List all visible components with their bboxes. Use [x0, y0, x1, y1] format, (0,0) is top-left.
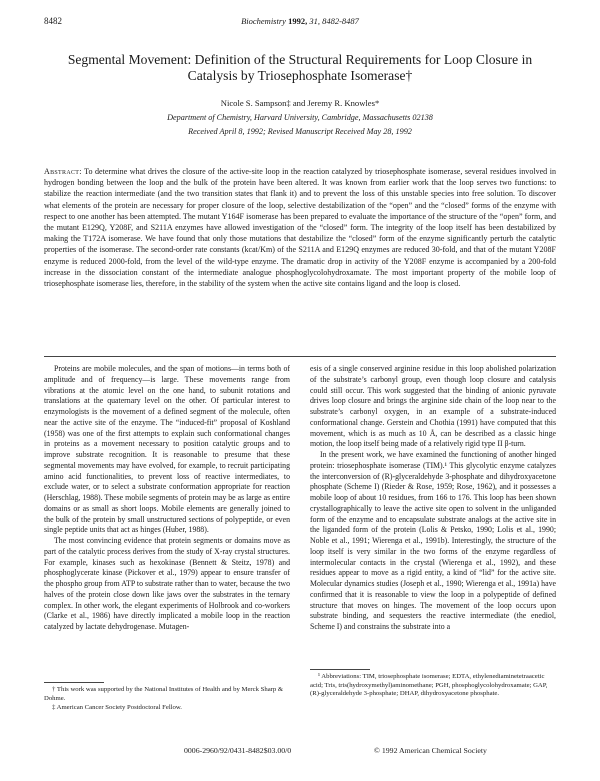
running-head-journal: Biochemistry: [241, 16, 286, 26]
received-dates: Received April 8, 1992; Revised Manuscript Received May 28, 1992: [188, 127, 412, 136]
body-paragraph: esis of a single conserved arginine residue in this loop abolished polarization of the substrate’s carbonyl group, even though loop closure and catalysis could still occur. This work suggested that the binding of anionic pyruvate drives loop closure and brings the arginine side chain of the loop near to the substrate’s carbonyl oxygen, in an example of a substrate-induced conformational change. Gerstein and Chothia (1991) have computed that this movement, which is as much as 10 Å, can be described as a classic hinge motion, the loop itself being made of a relatively rigid type II β-turn.: [310, 364, 556, 449]
page-number: 8482: [44, 16, 62, 26]
running-head-volume-pages: 31, 8482-8487: [309, 16, 359, 26]
author-list: Nicole S. Sampson‡ and Jeremy R. Knowles*: [220, 98, 380, 108]
abstract: [44, 166, 556, 289]
abstract-divider: [44, 356, 556, 357]
body-column-left: [44, 364, 290, 633]
body-paragraph: The most convincing evidence that protein segments or domains move as part of the catalytic process derives from the study of X-ray crystal structures. For example, kinases such as hexokinase (Bennett & Steitz, 1978) and phosphoglycerate kinase (Pickover et al., 1979) appear to ensure transfer of the phospho group from ATP to substrate rather than to water, because the two halves of the protein close down like jaws over the substrates in the ternary complex. In other work, the elegant experiments of Holbrook and co-workers (Clarke et al., 1986) have directly implicated a mobile loop in the reaction catalyzed by lactate dehydrogenase. Mutagen-: [44, 536, 290, 631]
article-title: Segmental Movement: Definition of the Structural Requirements for Loop Closure in Catalysis by Triosephosphate Isomerase†: [67, 52, 533, 83]
running-head-year: 1992,: [288, 16, 308, 26]
article-code: 0006-2960/92/0431-8482$03.00/0: [184, 746, 292, 755]
body-paragraph: In the present work, we have examined the functioning of another hinged protein: triosephosphate isomerase (TIM).¹ This glycolytic enzyme catalyzes the interconversion of (R)-glyceraldehyde 3-phosphate and dihydroxyacetone phosphate (Scheme I) (Rieder & Rose, 1959; Rose, 1962), and it possesses a mobile loop of about 10 residues, from 166 to 176. This loop has been shown crystallographically to leave the active site open to solvent in the unliganded form of the enzyme and to encapsulate substrate analogs at the active site in the liganded form of the protein (Lolis & Petsko, 1990; Lolis et al., 1990; Noble et al., 1991; Wierenga et al., 1991b). Interestingly, the structure of the loop itself is very similar in the two forms of the enzyme regardless of intermolecular contacts in the crystal (Wierenga et al., 1992), and these residues appear to move as a rigid entity, a kind of “lid” for the active site. Molecular dynamics studies (Joseph et al., 1990; Wierenga et al., 1991a) have confirmed that it is reasonable to view the loop in a polypeptide of defined structure that moves on hinges. The movement of the loop occurs upon substrate binding, and sequesters the reactive intermediate (the enediol, Scheme I) and constrains the substrate into a: [310, 450, 556, 631]
footnote: ‡ American Cancer Society Postdoctoral Fellow.: [52, 704, 182, 712]
footnotes-left: [44, 686, 290, 714]
abstract-label: Abstract:: [44, 167, 82, 176]
body-column-right: [310, 364, 556, 633]
footnote-divider-right: [310, 669, 370, 670]
footnote-divider-left: [44, 682, 104, 683]
copyright-notice: © 1992 American Chemical Society: [374, 746, 487, 755]
affiliation: Department of Chemistry, Harvard University, Cambridge, Massachusetts 02138: [167, 113, 433, 122]
footnote: † This work was supported by the National Institutes of Health and by Merck Sharp & Dohme.: [44, 686, 284, 702]
running-head: [44, 16, 556, 26]
footnote: ¹ Abbreviations: TIM, triosephosphate isomerase; EDTA, ethylenediaminetetraacetic acid; Tris, tris(hydroxymethyl)aminomethane; PGH, phosphoglycolohydroxamate; GAP, (R)-glyceraldehyde 3-phosphate; DHAP, dihydroxyacetone phosphate.: [310, 673, 548, 698]
body-paragraph: Proteins are mobile molecules, and the span of motions—in terms both of amplitude and of frequency—is large. These movements range from vibrations at the atomic level on the one hand, to subunit rotations and translations at the quaternary level on the other. Of particular interest to enzymologists is the movement of a defined segment of the molecule, often near the active site of the enzyme. The “induced-fit” proposal of Koshland (1958) was one of the first attempts to explain such conformational changes in proteins as a movement necessary to position catalytic groups and to improve substrate recognition. It is reasonable to presume that these segmental movements may have evolved, for example, to recruit participating amino acid functionalities, to prevent loss of reactive intermediates, to exclude water, or to select a substrate conformation appropriate for reaction (Herschlag, 1988). These mobile segments of protein may be as large as entire domains or as small as short loops. Mobile elements are generally joined to the bulk of the protein by small unstructured sections of polypeptide, or even single peptide units that act as hinges (Huber, 1988).: [44, 364, 290, 535]
footnotes-right: [310, 673, 556, 700]
abstract-text: To determine what drives the closure of the active-site loop in the reaction catalyzed by triosephosphate isomerase, several residues involved in hydrogen bonding between the loop and the bulk of the protein have been altered. It was known from earlier work that the loop serves two functions: to stabilize the reaction intermediate (and the two transition states that flank it) and to prevent the loss of this unstable species into free solution. To discover what elements of the protein are necessary for proper closure of the loop, selective destabilization of the “open” and the “closed” forms of the enzyme with respect to one another has been attempted. The mutant Y164F isomerase has been prepared to evaluate the importance of the structure of the “open” form, and the mutant E129Q, Y208F, and S211A enzymes have allowed investigation of the “closed” form. The integrity of the loop itself has been destabilized by making the T172A isomerase. We have found that only those mutations that destabilize the “closed” form of the enzyme significantly perturb the catalytic properties of the isomerase. The second-order rate constants (kcat/Km) of the S211A and E129Q enzymes are reduced 30-fold, and that of the mutant Y208F enzyme is reduced 2000-fold, from the level of the wild-type enzyme. The dramatic drop in activity of the Y208F enzyme is accompanied by a 200-fold increase in the dissociation constant of the intermediate analogue phosphoglycolohydroxamate. The most important property of the mobile loop of triosephosphate isomerase lies, therefore, in the stability of the system when the active site contains ligand and the loop is closed.: [44, 167, 556, 289]
